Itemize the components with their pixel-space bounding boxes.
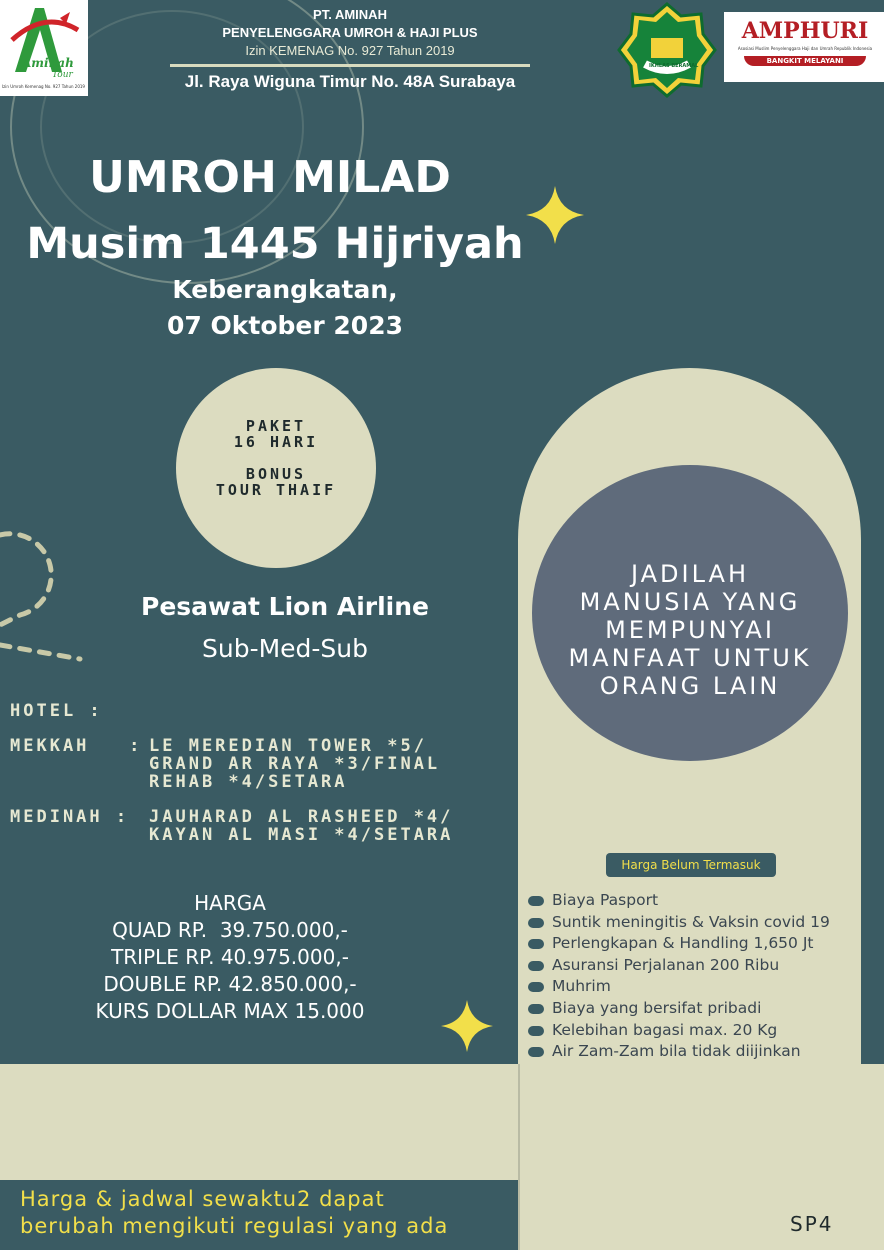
panel-divider	[518, 1064, 520, 1250]
list-item	[526, 890, 866, 912]
price-list	[60, 890, 400, 1025]
list-item-label: Muhrim	[552, 977, 611, 996]
aminah-logo	[0, 0, 88, 96]
hotel-mekkah-line: REHAB *4/SETARA	[149, 772, 348, 792]
hotel-medinah-line: JAUHARAD AL RASHEED *4/	[149, 807, 454, 827]
title-musim: Musim 1445 Hijriyah	[26, 219, 524, 269]
sparkle-star-icon	[441, 1000, 493, 1052]
list-item-label: Asuransi Perjalanan 200 Ribu	[552, 955, 780, 974]
quote-line: MEMPUNYAI	[605, 616, 775, 644]
bullet-icon	[528, 982, 544, 992]
price-quad: QUAD RP. 39.750.000,-	[112, 918, 348, 942]
quote-line: ORANG LAIN	[599, 672, 781, 700]
hotel-medinah-label: MEDINAH :	[10, 807, 130, 827]
bullet-icon	[528, 896, 544, 906]
price-triple: TRIPLE RP. 40.975.000,-	[111, 945, 349, 969]
hotel-mekkah-label: MEKKAH :	[10, 736, 143, 756]
list-item-label: Perlengkapan & Handling 1,650 Jt	[552, 934, 814, 953]
kemenag-motto: IKHLAS BERAMAL	[649, 63, 699, 69]
flight-route: Sub-Med-Sub	[201, 634, 369, 663]
title-umroh-milad: UMROH MILAD	[89, 152, 451, 203]
bullet-icon	[528, 961, 544, 971]
package-bonus-label: BONUS	[245, 465, 307, 483]
quote-line: JADILAH	[630, 560, 750, 588]
bullet-icon	[528, 1026, 544, 1036]
bullet-icon	[528, 939, 544, 949]
company-info	[170, 6, 530, 93]
footer-note-line: berubah mengikuti regulasi yang ada	[20, 1214, 449, 1238]
decor-dashed-arc	[0, 525, 90, 665]
amphuri-desc: Asosiasi Muslim Penyelenggara Haji dan Umrah Republik Indonesia	[737, 46, 873, 51]
list-item	[526, 1041, 866, 1063]
package-duration-label: PAKET	[245, 417, 307, 435]
kemenag-logo	[615, 2, 719, 98]
list-item	[526, 976, 866, 998]
package-circle	[176, 368, 376, 568]
amphuri-name: AMPHURI	[741, 18, 869, 44]
amphuri-tagline: BANGKIT MELAYANI	[744, 56, 866, 66]
quote-line: MANUSIA YANG	[579, 588, 801, 616]
bullet-icon	[528, 1047, 544, 1057]
list-item	[526, 912, 866, 934]
list-item-label: Suntik meningitis & Vaksin covid 19	[552, 912, 830, 931]
exclusions-badge: Harga Belum Termasuk	[606, 853, 776, 877]
package-duration-days: 16 HARI	[233, 433, 319, 451]
list-item	[526, 998, 866, 1020]
list-item-label: Biaya Pasport	[552, 891, 659, 909]
list-item-label: Kelebihan bagasi max. 20 Kg	[552, 1020, 778, 1039]
package-bonus-tour: TOUR THAIF	[215, 481, 337, 499]
aminah-logo-caption: Izin Umroh Kemenag No. 927 Tahun 2019	[2, 84, 85, 89]
flight-airline: Pesawat Lion Airline	[141, 592, 429, 621]
hotel-mekkah-line: LE MEREDIAN TOWER *5/	[149, 736, 427, 756]
hotel-mekkah-line: GRAND AR RAYA *3/FINAL	[149, 754, 441, 774]
header-divider	[170, 64, 530, 67]
aminah-brand-text: Aminah	[22, 56, 74, 70]
aminah-logo-mark-icon	[0, 0, 88, 96]
aminah-brand-sub: Tour	[52, 70, 73, 80]
departure-date: 07 Oktober 2023	[167, 311, 403, 340]
company-type: PENYELENGGARA UMROH & HAJI PLUS	[222, 25, 478, 40]
hotel-medinah-line: KAYAN AL MASI *4/SETARA	[149, 825, 454, 845]
footer-note	[20, 1186, 510, 1240]
list-item	[526, 933, 866, 955]
hotel-heading: HOTEL :	[10, 701, 103, 721]
list-item	[526, 1020, 866, 1042]
flyer-code: SP4	[790, 1212, 834, 1236]
company-name: PT. AMINAH	[313, 7, 387, 22]
list-item	[526, 955, 866, 977]
departure-label: Keberangkatan,	[172, 275, 398, 304]
exclusions-list	[526, 890, 866, 1063]
amphuri-logo	[724, 12, 884, 82]
price-heading: HARGA	[194, 891, 266, 915]
company-address: Jl. Raya Wiguna Timur No. 48A Surabaya	[184, 72, 516, 91]
company-license: Izin KEMENAG No. 927 Tahun 2019	[245, 43, 455, 58]
bullet-icon	[528, 1004, 544, 1014]
price-kurs: KURS DOLLAR MAX 15.000	[95, 999, 365, 1023]
quote-line: MANFAAT UNTUK	[568, 644, 812, 672]
kemenag-emblem-icon	[615, 2, 719, 98]
price-double: DOUBLE RP. 42.850.000,-	[103, 972, 357, 996]
motto-quote	[540, 560, 840, 700]
list-item-label: Air Zam-Zam bila tidak diijinkan	[552, 1042, 801, 1061]
list-item-label: Biaya yang bersifat pribadi	[552, 998, 762, 1017]
bullet-icon	[528, 918, 544, 928]
footer-note-line: Harga & jadwal sewaktu2 dapat	[20, 1187, 385, 1211]
sparkle-star-icon	[526, 186, 584, 244]
